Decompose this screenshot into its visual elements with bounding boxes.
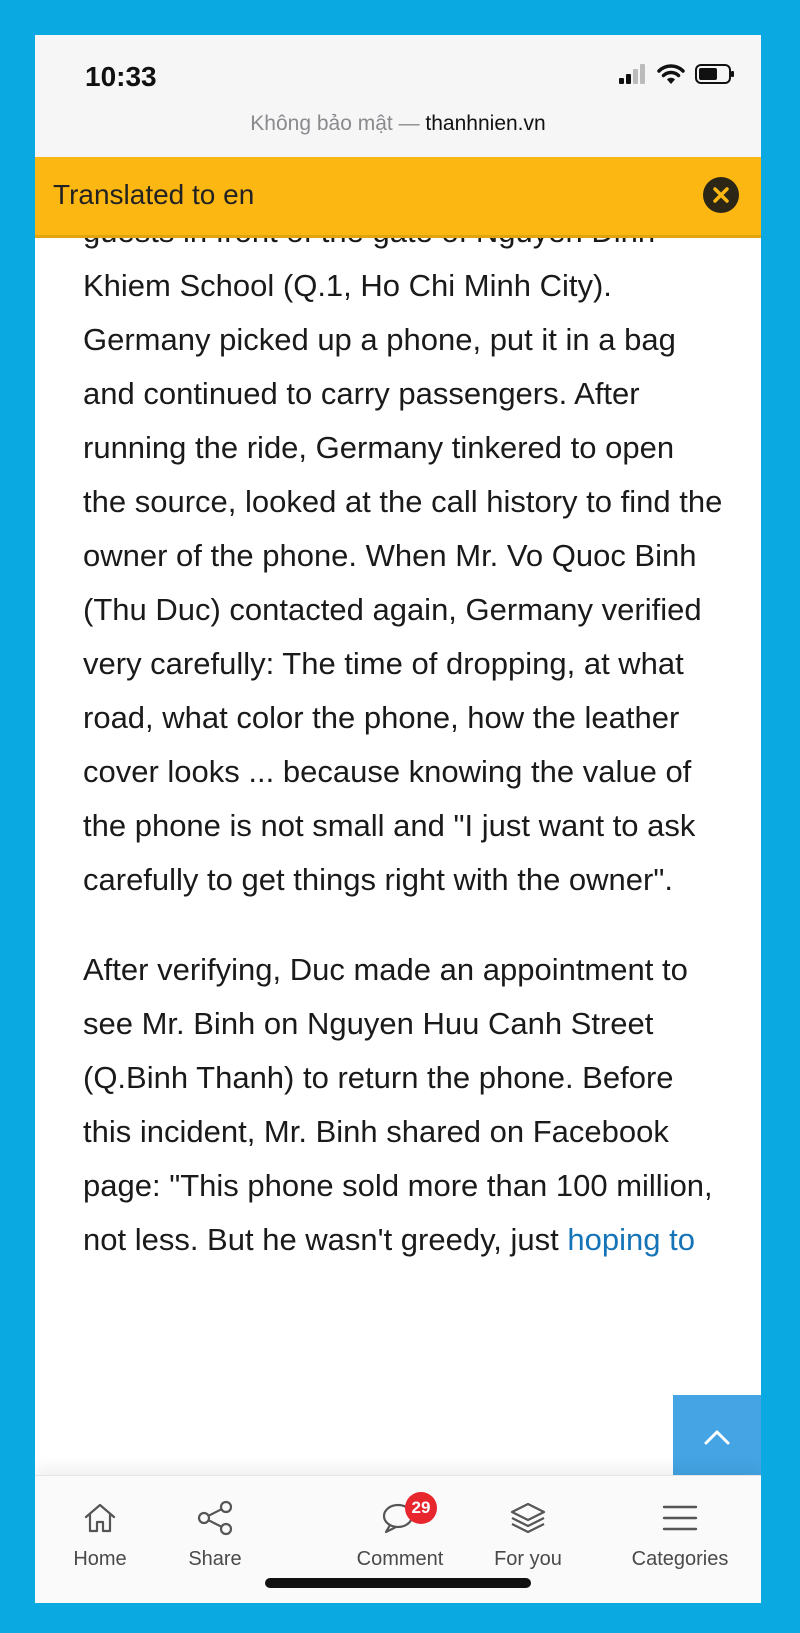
menu-icon	[615, 1494, 745, 1542]
comment-count-badge: 29	[405, 1492, 437, 1524]
phone-screen	[35, 35, 761, 1603]
layers-icon	[463, 1494, 593, 1542]
wifi-icon	[657, 63, 685, 90]
nav-item-comment[interactable]	[335, 1494, 465, 1571]
status-bar	[35, 35, 761, 157]
nav-item-categories[interactable]	[615, 1494, 745, 1571]
nav-item-share[interactable]	[150, 1494, 280, 1571]
nav-label-for-you: For you	[494, 1548, 562, 1570]
home-icon	[35, 1494, 165, 1542]
article-inline-link[interactable]: hoping to	[567, 1222, 695, 1257]
url-security-label: Không bảo mật —	[250, 112, 420, 135]
url-host: thanhnien.vn	[425, 112, 546, 135]
translate-banner	[35, 157, 761, 238]
status-icons	[619, 65, 735, 87]
scroll-to-top-button[interactable]	[673, 1395, 761, 1483]
nav-label-categories: Categories	[631, 1548, 729, 1570]
article-paragraph-2-text: After verifying, Duc made an appointment to see Mr. Binh on Nguyen Huu Canh Street (Q.Binh Thanh) to return the phone. Before this incident, Mr. Binh shared on Facebook page: "This phone sold more than 100 million, not less. But he wasn't greedy, just	[83, 952, 713, 1257]
translate-banner-label: Translated to en	[53, 179, 255, 210]
nav-item-home[interactable]	[35, 1494, 165, 1571]
chevron-up-icon	[702, 1427, 732, 1452]
nav-label-comment: Comment	[356, 1548, 444, 1570]
comment-icon	[335, 1494, 465, 1542]
article-paragraph-1	[83, 205, 723, 907]
share-icon	[150, 1494, 280, 1542]
close-icon[interactable]	[703, 177, 739, 213]
battery-icon	[695, 63, 735, 90]
url-bar[interactable]	[35, 112, 761, 136]
nav-label-home: Home	[73, 1548, 127, 1570]
bottom-navigation	[35, 1475, 761, 1603]
article-paragraph-2	[83, 943, 723, 1267]
nav-label-share: Share	[188, 1548, 242, 1570]
status-time: 10:33	[85, 61, 157, 92]
nav-item-for-you[interactable]	[463, 1494, 593, 1571]
home-indicator	[265, 1578, 531, 1588]
article-body	[83, 205, 723, 1303]
article-paragraph-1-text: Khiem School (Q.1, Ho Chi Minh City). Germany picked up a phone, put it in a bag and continued to carry passengers. After running the ride, Germany tinkered to open the source, looked at the call history to find the owner of the phone. When Mr. Vo Quoc Binh (Thu Duc) contacted again, Germany verified very carefully: The time of dropping, at what road, what color the phone, how the leather cover looks ... because knowing the value of the phone is not small and "I just want to ask carefully to get things right with the owner".	[83, 268, 723, 897]
signal-icon	[619, 64, 647, 89]
